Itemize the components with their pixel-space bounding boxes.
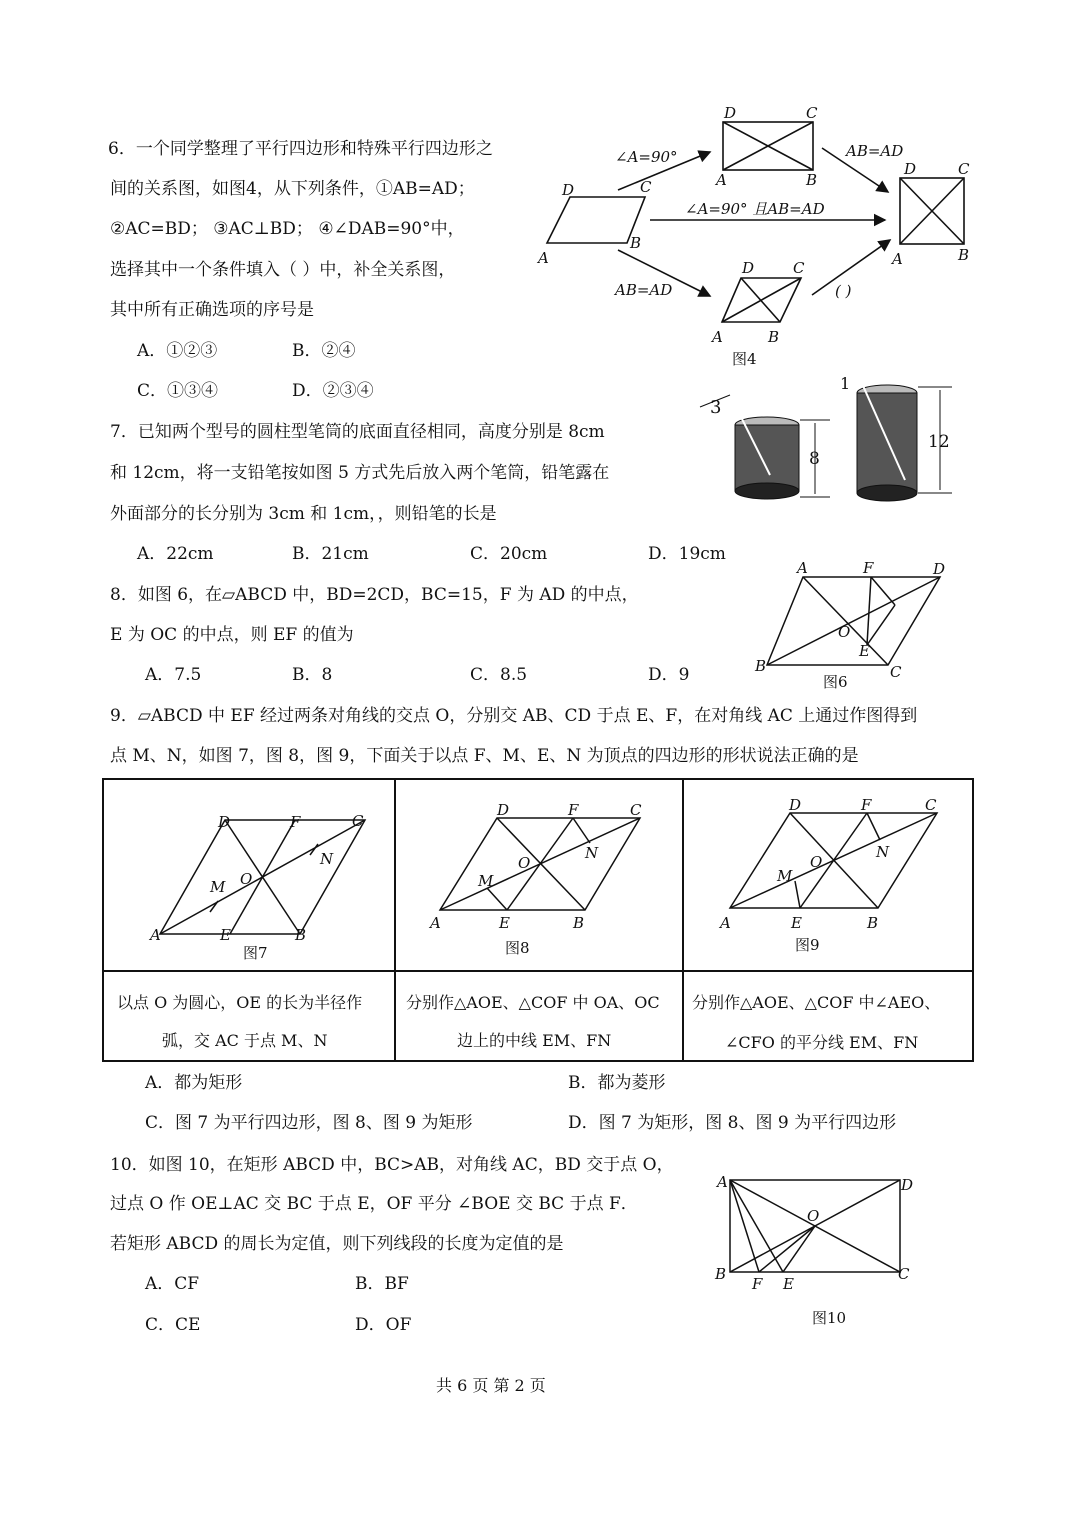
q7-option-d: D．19cm	[648, 544, 726, 564]
svg-text:O: O	[810, 853, 823, 871]
svg-text:D: D	[562, 181, 575, 199]
page-footer: 共 6 页 第 2 页	[436, 1376, 546, 1395]
svg-text:A: A	[150, 926, 161, 944]
q7-line-2: 和 12cm，将一支铅笔按如图 5 方式先后放入两个笔筒，铅笔露在	[110, 463, 610, 483]
svg-text:A: A	[712, 328, 723, 346]
svg-text:1: 1	[840, 374, 851, 393]
svg-text:B: B	[768, 328, 780, 346]
svg-text:D: D	[901, 1176, 914, 1194]
svg-text:O: O	[807, 1207, 820, 1225]
q10-option-a: A．CF	[145, 1274, 200, 1294]
svg-text:D: D	[904, 160, 917, 178]
svg-text:3: 3	[710, 397, 722, 418]
svg-text:M: M	[210, 878, 226, 896]
svg-text:B: B	[867, 914, 879, 932]
q10-line-2: 过点 O 作 OE⊥AC 交 BC 于点 E，OF 平分 ∠BOE 交 BC 于点 F．	[110, 1194, 638, 1214]
q6-line-1: 6．一个同学整理了平行四边形和特殊平行四边形之	[108, 139, 493, 159]
svg-text:A: A	[717, 1173, 728, 1191]
figure-7-desc-line-2: 弧，交 AC 于点 M、N	[162, 1031, 328, 1050]
figure-5-pencil-holders	[690, 365, 960, 515]
q6-line-2: 间的关系图，如图4，从下列条件，①AB=AD；	[110, 179, 475, 199]
svg-text:F: F	[861, 796, 872, 814]
svg-text:D: D	[789, 796, 802, 814]
figure-9-desc-line-1: 分别作△AOE、△COF 中∠AEO、	[692, 993, 941, 1012]
label-angle-and-ab-ad: ∠A=90° 且AB=AD	[685, 200, 825, 218]
q9-option-b: B．都为菱形	[568, 1073, 666, 1093]
svg-text:A: A	[720, 914, 731, 932]
q7-option-a: A．22cm	[137, 544, 214, 564]
q6-line-5: 其中所有正确选项的序号是	[110, 300, 314, 320]
svg-text:B: B	[573, 914, 585, 932]
q6-option-b: B．②④	[292, 341, 356, 361]
figure-8-desc-line-1: 分别作△AOE、△COF 中 OA、OC	[406, 993, 660, 1012]
q8-option-d: D．9	[648, 665, 690, 685]
q7-line-1: 7．已知两个型号的圆柱型笔筒的底面直径相同，高度分别是 8cm	[110, 422, 605, 442]
svg-text:B: B	[715, 1265, 727, 1283]
label-ab-ad-right: AB=AD	[846, 142, 904, 160]
figure-8-desc-line-2: 边上的中线 EM、FN	[457, 1031, 612, 1050]
svg-text:E: E	[859, 642, 870, 660]
q6-option-a: A．①②③	[137, 341, 218, 361]
q6-line-3: ②AC=BD； ③AC⊥BD； ④∠DAB=90°中，	[110, 219, 465, 239]
figure-4-caption: 图4	[732, 350, 757, 368]
q10-option-b: B．BF	[355, 1274, 409, 1294]
q6-line-4: 选择其中一个条件填入（ ）中，补全关系图，	[110, 260, 456, 280]
figure-10-rectangle	[705, 1165, 925, 1330]
svg-text:N: N	[876, 843, 890, 861]
svg-text:D: D	[933, 560, 946, 578]
svg-text:B: B	[755, 657, 767, 675]
svg-text:C: C	[890, 663, 902, 681]
svg-text:D: D	[742, 259, 755, 277]
q10-option-d: D．OF	[355, 1315, 412, 1335]
svg-text:8: 8	[809, 449, 820, 469]
svg-text:B: B	[958, 246, 970, 264]
q7-option-b: B．21cm	[292, 544, 369, 564]
q6-option-d: D．②③④	[292, 381, 374, 401]
svg-text:F: F	[290, 813, 301, 831]
label-angle-a-90: ∠A=90°	[615, 148, 678, 166]
svg-text:B: B	[630, 234, 642, 252]
q9-option-c: C．图 7 为平行四边形，图 8、图 9 为矩形	[145, 1113, 473, 1133]
svg-text:A: A	[538, 249, 549, 267]
svg-text:C: C	[793, 259, 805, 277]
figure-8	[425, 798, 665, 963]
svg-text:C: C	[806, 104, 818, 122]
svg-text:A: A	[430, 914, 441, 932]
svg-text:F: F	[752, 1275, 763, 1293]
svg-text:E: E	[783, 1275, 794, 1293]
q8-line-1: 8．如图 6，在▱ABCD 中，BD=2CD，BC=15，F 为 AD 的中点，	[110, 585, 639, 605]
svg-text:C: C	[352, 812, 364, 830]
q9-option-a: A．都为矩形	[145, 1073, 243, 1093]
svg-text:O: O	[518, 854, 531, 872]
svg-text:N: N	[320, 850, 334, 868]
svg-text:D: D	[218, 813, 231, 831]
svg-text:F: F	[568, 801, 579, 819]
svg-text:D: D	[497, 801, 510, 819]
svg-text:M: M	[478, 872, 494, 890]
svg-text:E: E	[499, 914, 510, 932]
q10-line-3: 若矩形 ABCD 的周长为定值，则下列线段的长度为定值的是	[110, 1234, 564, 1254]
svg-text:12: 12	[928, 432, 950, 452]
svg-text:B: B	[295, 926, 307, 944]
q10-line-1: 10．如图 10，在矩形 ABCD 中，BC>AB，对角线 AC，BD 交于点 O，	[110, 1155, 674, 1175]
svg-text:O: O	[838, 623, 851, 641]
figure-9	[715, 795, 965, 960]
label-ab-ad-low: AB=AD	[615, 281, 673, 299]
svg-text:B: B	[806, 171, 818, 189]
figure-9-desc-line-2: ∠CFO 的平分线 EM、FN	[725, 1033, 919, 1052]
q10-option-c: C．CE	[145, 1315, 201, 1335]
svg-text:E: E	[791, 914, 802, 932]
small-pen-holder	[700, 395, 830, 499]
figure-4-relationship-diagram	[530, 100, 990, 380]
q8-option-c: C．8.5	[470, 665, 528, 685]
q8-line-2: E 为 OC 的中点，则 EF 的值为	[110, 625, 354, 645]
q9-line-1: 9．▱ABCD 中 EF 经过两条对角线的交点 O，分别交 AB、CD 于点 E、F，在对角线 AC 上通过作图得到	[110, 706, 918, 726]
q7-option-c: C．20cm	[470, 544, 548, 564]
svg-text:A: A	[892, 250, 903, 268]
svg-text:C: C	[898, 1265, 910, 1283]
figure-10-caption: 图10	[812, 1309, 847, 1327]
figure-7	[140, 800, 390, 970]
figure-7-caption: 图7	[243, 944, 268, 962]
svg-text:A: A	[716, 171, 727, 189]
q8-option-a: A．7.5	[145, 665, 202, 685]
q7-line-3: 外面部分的长分别为 3cm 和 1cm，，则铅笔的长是	[110, 504, 497, 524]
figure-6-parallelogram	[745, 555, 960, 695]
figure-7-desc-line-1: 以点 O 为圆心，OE 的长为半径作	[117, 993, 363, 1012]
svg-text:C: C	[640, 178, 652, 196]
svg-text:O: O	[240, 870, 253, 888]
svg-text:N: N	[585, 844, 599, 862]
figure-6-caption: 图6	[823, 673, 848, 691]
figure-8-caption: 图8	[505, 939, 530, 957]
q8-option-b: B．8	[292, 665, 333, 685]
svg-text:C: C	[630, 801, 642, 819]
large-pen-holder	[840, 374, 952, 501]
q9-option-d: D．图 7 为矩形，图 8、图 9 为平行四边形	[568, 1113, 897, 1133]
svg-text:A: A	[797, 559, 808, 577]
q9-line-2: 点 M、N，如图 7，图 8，图 9，下面关于以点 F、M、E、N 为顶点的四边形的形状说法正确的是	[110, 746, 859, 766]
blank-condition: ( )	[835, 282, 852, 300]
svg-text:D: D	[724, 104, 737, 122]
svg-text:C: C	[925, 796, 937, 814]
svg-text:C: C	[958, 160, 970, 178]
q6-option-c: C．①③④	[137, 381, 219, 401]
svg-text:E: E	[220, 926, 231, 944]
svg-text:F: F	[863, 559, 874, 577]
svg-text:M: M	[777, 867, 793, 885]
figure-9-caption: 图9	[795, 936, 820, 954]
